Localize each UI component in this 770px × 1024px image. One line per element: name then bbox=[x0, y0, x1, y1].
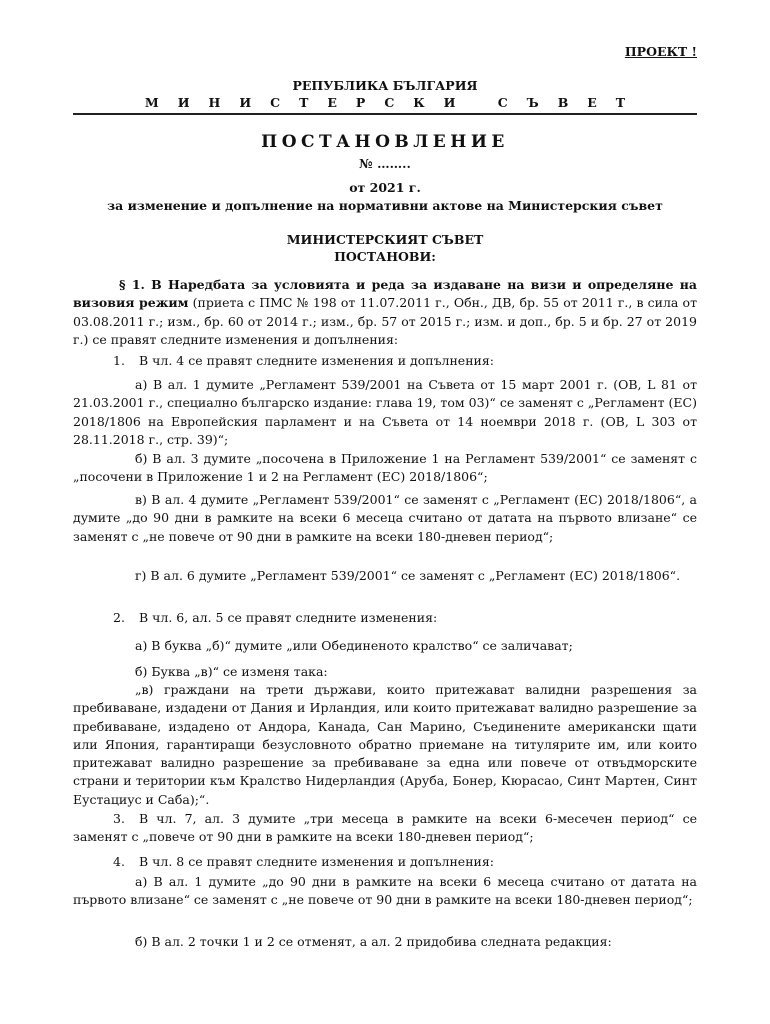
list-item-number: 4. bbox=[113, 854, 125, 869]
document-subject: за изменение и допълнение на нормативни актове на Министерския съвет bbox=[107, 198, 663, 213]
section-1-paragraph bbox=[73, 276, 697, 349]
section-1-heading: § 1. В Наредбата за условията и реда за издаване на визи и определяне на визовия режим bbox=[73, 277, 697, 311]
list-item-4 bbox=[113, 853, 494, 871]
list-item-text: В чл. 6, ал. 5 се правят следните изменения: bbox=[139, 610, 438, 625]
item-2-sub-a: а) В буква „б)“ думите „или Обединеното кралство“ се заличават; bbox=[135, 638, 573, 653]
list-item-number: 2. bbox=[113, 610, 125, 625]
list-item-text: В чл. 7, ал. 3 думите „три месеца в рамките на всеки 6-месечен период“ се заменят с „повече от 90 дни в рамките на всеки 180-дневен период“; bbox=[73, 811, 697, 845]
list-item-3 bbox=[73, 810, 697, 847]
item-1-sub-b: б) В ал. 3 думите „посочена в Приложение 1 на Регламент 539/2001“ се заменят с „посочени в Приложение 1 и 2 на Регламент (ЕС) 2018/1806“; bbox=[73, 451, 697, 485]
section-1-text: (приета с ПМС № 198 от 11.07.2011 г., Обн., ДВ, бр. 55 от 2011 г., в сила от 03.08.2011 г.; изм., бр. 60 от 2014 г.; изм., бр. 57 от 2015 г.; изм. и доп., бр. 5 и бр. 27 от 2019 г.) се правят следните изменения и допълнения: bbox=[73, 295, 697, 347]
header-council: МИНИСТЕРСКИ СЪВЕТ bbox=[144, 95, 645, 110]
item-2-sub-b-text: „в) граждани на трети държави, които притежават валидни разрешения за пребиваване, издадени от Дания и Ирландия, или които притежават валидно разрешение за пребиваване, издадено от Андора, Канада, Сан Марино, Съединените американски щати или Япония, гарантиращи безусловното обратно приемане на титулярите им, или които притежават валидно разрешение за пребиваване за една или повече от отвъдморските страни и територии към Кралство Нидерландия (Аруба, Бонер, Кюрасао, Синт Мартен, Синт Еустациус и Саба);“. bbox=[73, 682, 697, 807]
document-number: № …….. bbox=[359, 156, 411, 171]
list-item-number: 3. bbox=[113, 811, 125, 826]
document-date: от 2021 г. bbox=[349, 180, 421, 195]
header-republic: РЕПУБЛИКА БЪЛГАРИЯ bbox=[292, 78, 478, 93]
decree-intro-line2: ПОСТАНОВИ: bbox=[334, 249, 436, 264]
item-4-sub-a: а) В ал. 1 думите „до 90 дни в рамките на всеки 6 месеца считано от датата на първото влизане“ се заменят с „не повече от 90 дни в рамките на всеки 180-дневен период“; bbox=[73, 874, 697, 908]
list-item-2 bbox=[113, 609, 437, 627]
item-1-sub-a: а) В ал. 1 думите „Регламент 539/2001 на Съвета от 15 март 2001 г. (ОВ, L 81 от 21.03.2001 г., специално българско издание: глава 19, том 03)“ се заменят с „Регламент (ЕС) 2018/1806 на Европейския парламент и на Съвета от 14 ноември 2018 г. (ОВ, L 303 от 28.11.2018 г., стр. 39)“; bbox=[73, 377, 697, 447]
header-divider bbox=[73, 113, 697, 115]
item-1-sub-c: в) В ал. 4 думите „Регламент 539/2001“ се заменят с „Регламент (ЕС) 2018/1806“, а думите „до 90 дни в рамките на всеки 6 месеца считано от датата на първото влизане“ се заменят с „не повече от 90 дни в рамките на всеки 180-дневен период“; bbox=[73, 492, 697, 544]
item-2-sub-b: б) Буква „в)“ се изменя така: bbox=[135, 664, 328, 679]
item-4-sub-b: б) В ал. 2 точки 1 и 2 се отменят, а ал. 2 придобива следната редакция: bbox=[135, 934, 612, 949]
draft-label: ПРОЕКТ ! bbox=[624, 44, 697, 59]
list-item-1 bbox=[113, 352, 494, 370]
document-title: ПОСТАНОВЛЕНИЕ bbox=[261, 132, 509, 152]
item-1-sub-d: г) В ал. 6 думите „Регламент 539/2001“ се заменят с „Регламент (ЕС) 2018/1806“. bbox=[135, 568, 681, 583]
list-item-text: В чл. 8 се правят следните изменения и допълнения: bbox=[139, 854, 494, 869]
list-item-text: В чл. 4 се правят следните изменения и допълнения: bbox=[139, 353, 494, 368]
list-item-number: 1. bbox=[113, 353, 125, 368]
decree-intro-line1: МИНИСТЕРСКИЯТ СЪВЕТ bbox=[286, 232, 484, 247]
